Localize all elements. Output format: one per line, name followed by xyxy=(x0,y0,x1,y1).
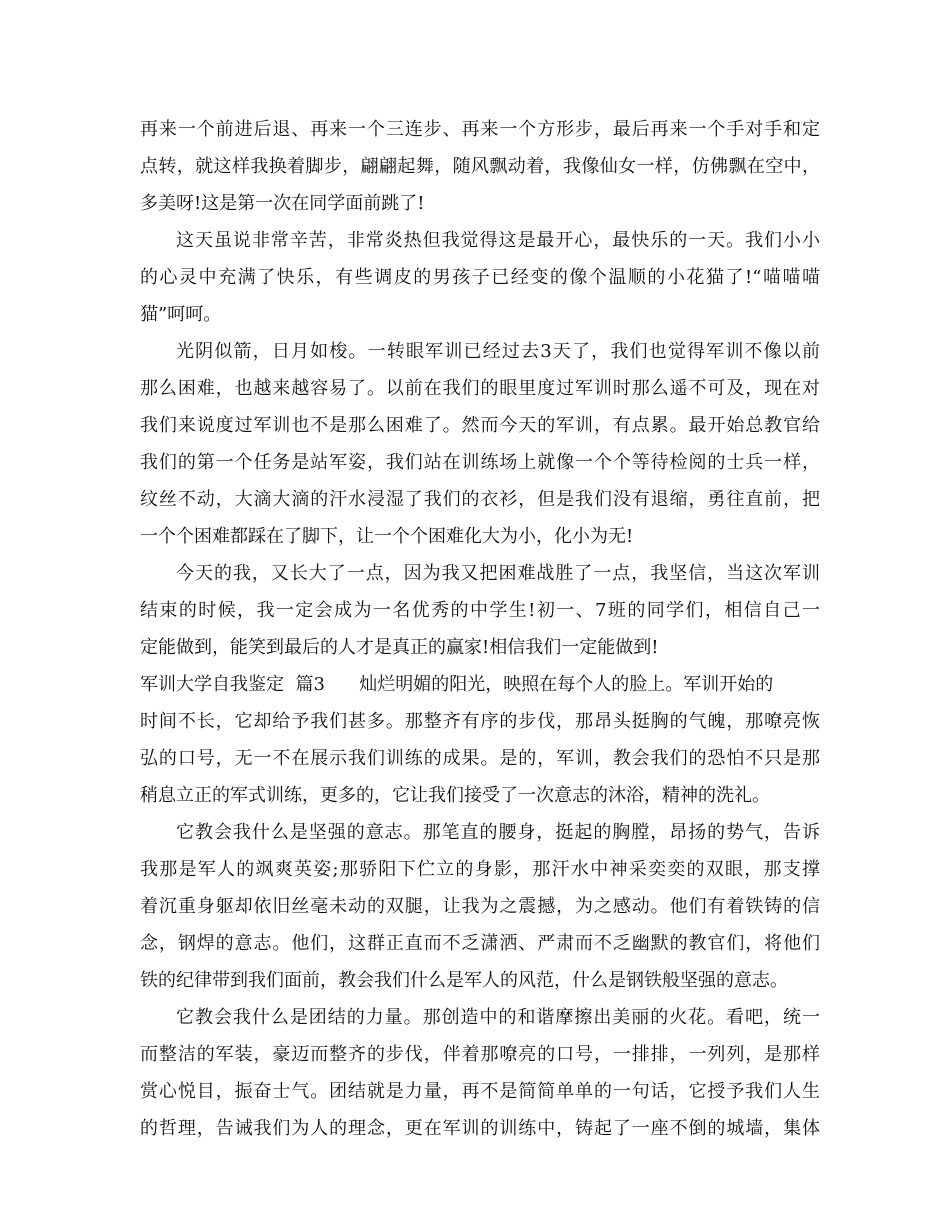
section-heading-line: 军训大学自我鉴定 篇3 灿烂明媚的阳光，映照在每个人的脸上。军训开始的 xyxy=(140,674,774,695)
text-line: 弘的口号，无一不在展示我们训练的成果。是的，军训，教会我们的恐怕不只是那 xyxy=(140,748,820,769)
paragraph-first-line: 光阴似箭，日月如梭。一转眼军训已经过去3天了，我们也觉得军训不像以前 xyxy=(176,341,820,362)
text-line: 我们来说度过军训也不是那么困难了。然而今天的军训，有点累。最开始总教官给 xyxy=(140,415,820,436)
text-line: 我那是军人的飒爽英姿;那骄阳下伫立的身影，那汗水中神采奕奕的双眼，那支撑 xyxy=(140,859,820,880)
text-line: 的哲理，告诫我们为人的理念，更在军训的训练中，铸起了一座不倒的城墙，集体 xyxy=(140,1118,820,1139)
paragraph-first-line: 这天虽说非常辛苦，非常炎热但我觉得这是最开心，最快乐的一天。我们小小 xyxy=(176,230,820,251)
text-line: 定能做到，能笑到最后的人才是真正的赢家!相信我们一定能做到! xyxy=(140,637,659,658)
paragraph-first-line: 今天的我，又长大了一点，因为我又把困难战胜了一点，我坚信，当这次军训 xyxy=(176,563,820,584)
text-line: 一个个困难都踩在了脚下，让一个个困难化大为小，化小为无! xyxy=(140,526,634,547)
text-line: 而整洁的军装，豪迈而整齐的步伐，伴着那嘹亮的口号，一排排，一列列，是那样 xyxy=(140,1044,820,1065)
text-line: 纹丝不动，大滴大滴的汗水浸湿了我们的衣衫，但是我们没有退缩，勇往直前，把 xyxy=(140,489,820,510)
text-line: 结束的时候，我一定会成为一名优秀的中学生!初一、7班的同学们，相信自己一 xyxy=(140,600,820,621)
text-line: 时间不长，它却给予我们甚多。那整齐有序的步伐，那昂头挺胸的气魄，那嘹亮恢 xyxy=(140,711,820,732)
text-line: 稍息立正的军式训练，更多的，它让我们接受了一次意志的沐浴，精神的洗礼。 xyxy=(140,785,770,806)
text-line: 的心灵中充满了快乐，有些调皮的男孩子已经变的像个温顺的小花猫了!“喵喵喵 xyxy=(140,267,820,288)
text-line: 多美呀!这是第一次在同学面前跳了! xyxy=(140,193,425,214)
text-line: 念，钢焊的意志。他们，这群正直而不乏潇洒、严肃而不乏幽默的教官们，将他们 xyxy=(140,933,820,954)
text-line: 我们的第一个任务是站军姿，我们站在训练场上就像一个个等待检阅的士兵一样， xyxy=(140,452,820,473)
paragraph-first-line: 它教会我什么是团结的力量。那创造中的和谐摩擦出美丽的火花。看吧，统一 xyxy=(176,1007,820,1028)
text-line: 点转，就这样我换着脚步，翩翩起舞，随风飘动着，我像仙女一样，仿佛飘在空中， xyxy=(140,156,820,177)
text-line: 铁的纪律带到我们面前，教会我们什么是军人的风范，什么是钢铁般坚强的意志。 xyxy=(140,970,788,991)
text-line: 再来一个前进后退、再来一个三连步、再来一个方形步，最后再来一个手对手和定 xyxy=(140,119,820,140)
text-line: 那么困难，也越来越容易了。以前在我们的眼里度过军训时那么遥不可及，现在对 xyxy=(140,378,820,399)
paragraph-first-line: 它教会我什么是坚强的意志。那笔直的腰身，挺起的胸膛，昂扬的势气，告诉 xyxy=(176,822,820,843)
text-line: 猫”呵呵。 xyxy=(140,304,222,325)
text-line: 赏心悦目，振奋士气。团结就是力量，再不是简简单单的一句话，它授予我们人生 xyxy=(140,1081,820,1102)
text-line: 着沉重身躯却依旧丝毫未动的双腿，让我为之震撼，为之感动。他们有着铁铸的信 xyxy=(140,896,820,917)
